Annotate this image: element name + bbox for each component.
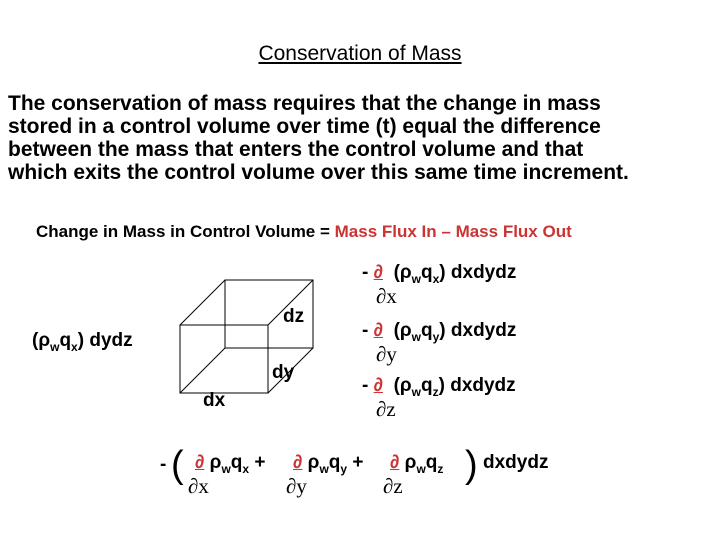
inflow-term: $(\rho_wq_x)$ dydz <box>32 330 133 354</box>
outflow-denominator-z: ∂z <box>376 397 396 421</box>
sum-term-x: ∂ $\rho_wq_x$ + <box>195 452 266 476</box>
paragraph-line: between the mass that enters the control volume and that <box>8 138 584 161</box>
outflow-denominator-y: ∂y <box>376 342 397 366</box>
sum-left-paren: ( <box>171 444 184 486</box>
sum-denominator-y: ∂y <box>286 474 307 498</box>
sum-right-paren: ) <box>465 444 478 486</box>
paragraph-line: which exits the control volume over this same time increment. <box>8 161 629 184</box>
cube-label-dz: dz <box>283 306 305 327</box>
sum-term-y: ∂ $\rho_wq_y$ + <box>293 452 364 476</box>
outflow-term-y: - ∂ $(\rho_wq_y)$ dxdydz <box>362 320 517 344</box>
sum-denominator-z: ∂z <box>383 474 403 498</box>
cube-edge <box>180 348 225 393</box>
cube-front-face <box>180 325 268 393</box>
page-title: Conservation of Mass <box>258 42 462 65</box>
sum-denominator-x: ∂x <box>188 474 209 498</box>
sum-expression: - <box>160 454 167 475</box>
outflow-term-x: - ∂ $(\rho_wq_x)$ dxdydz <box>362 262 517 286</box>
outflow-denominator-x: ∂x <box>376 284 397 308</box>
sum-term-z: ∂ $\rho_wq_z$ <box>390 452 444 476</box>
cube-edge <box>180 280 225 325</box>
cube-label-dx: dx <box>203 390 226 411</box>
paragraph-line: The conservation of mass requires that the change in mass <box>8 92 601 115</box>
paragraph-line: stored in a control volume over time (t) equal the difference <box>8 115 601 138</box>
balance-lhs: Change in Mass in Control Volume = <box>36 222 335 241</box>
outflow-term-z: - ∂ $(\rho_wq_z)$ dxdydz <box>362 375 516 399</box>
cube-label-dy: dy <box>272 362 295 383</box>
sum-tail: dxdydz <box>483 452 549 473</box>
balance-rhs: Mass Flux In – Mass Flux Out <box>334 222 572 241</box>
